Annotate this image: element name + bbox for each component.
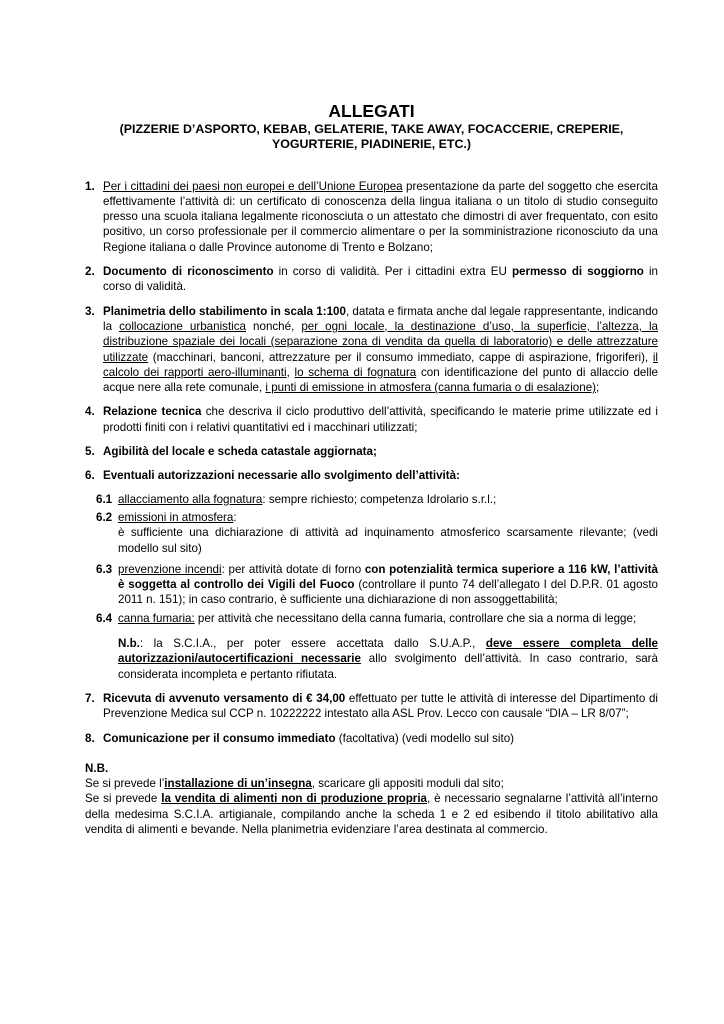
text-segment: ,: [286, 365, 295, 379]
item-text: [103, 731, 658, 746]
list-item-2: [85, 264, 658, 295]
page-subtitle: (PIZZERIE D’ASPORTO, KEBAB, GELATERIE, TAKE AWAY, FOCACCERIE, CREPERIE, YOGURTERIE, PIADINERIE, ETC.): [119, 122, 624, 151]
text-segment: presentazione da parte del soggetto che esercita effettivamente l’attività di: un certificato di conoscenza della lingua italiana o un titolo di studio conseguito presso una scuola italiana legalmente riconosciuta o un attestato che dimostri di aver frequentato, con esito positivo, un corso professionale per il commercio alimentare o per la somministrazione riconosciuto da una Regione italiana o dalle Province autonome di Trento e Bolzano;: [103, 179, 658, 254]
text-segment: i punti di emissione in atmosfera (canna fumaria o di esalazione): [265, 381, 597, 395]
text-segment: Planimetria dello stabilimento in scala 1:100: [103, 304, 346, 318]
item-text: [103, 304, 658, 396]
text-segment: collocazione urbanistica: [119, 319, 246, 333]
text-segment: è sufficiente una dichiarazione di attività ad inquinamento atmosferico scarsamente rilevante; (vedi modello sul sito): [118, 526, 658, 555]
item-number: 8.: [85, 731, 95, 745]
text-segment: Comunicazione per il consumo immediato: [103, 731, 336, 745]
text-segment: deve essere completa delle autorizzazioni/autocertificazioni necessarie: [118, 637, 658, 666]
list-subitem-6-2: [96, 510, 658, 556]
numbered-list: [85, 179, 658, 746]
list-item-3: [85, 304, 658, 396]
text-segment: Se si prevede: [85, 792, 162, 806]
item-number: 6.2: [96, 510, 113, 524]
text-segment: , scaricare gli appositi moduli dal sito;: [311, 777, 504, 791]
text-segment: (controllare il punto 74 dell’allegato I del D.P.R. 01 agosto 2011 n. 151); in caso contrario, è sufficiente una dichiarazione di non assoggettabilità;: [118, 578, 658, 607]
list-subitem-6-4: [96, 611, 658, 626]
item-text: [103, 264, 658, 295]
item-number: 6.3: [96, 562, 113, 576]
text-segment: allo svolgimento dell’attività. In caso contrario, sarà considerata incompleta e pertanto rifiutata.: [118, 652, 658, 681]
text-segment: Eventuali autorizzazioni necessarie allo svolgimento dell’attività:: [103, 469, 460, 483]
subitem-text: [118, 611, 658, 626]
item-number: 6.4: [96, 611, 113, 625]
text-segment: Documento di riconoscimento: [103, 265, 274, 279]
item-number: 6.: [85, 469, 95, 483]
text-segment: (facoltativa) (vedi modello sul sito): [335, 731, 515, 745]
text-segment: Se si prevede l’: [85, 777, 165, 791]
item-number: 7.: [85, 691, 95, 705]
text-segment: , è necessario segnalarne l’attività all’interno della medesima S.C.I.A. artigianale, compilando anche la scheda 1 e 2 ed esibendo il titolo abilitativo alla vendita di alimenti e bevande. Nella planimetria evidenziare l’area destinata al commercio.: [85, 792, 658, 836]
list-item-6: [85, 468, 658, 682]
item-number: 3.: [85, 304, 95, 318]
text-segment: installazione di un’insegna: [164, 777, 312, 791]
text-segment: in corso di validità.: [103, 265, 659, 294]
text-segment: il calcolo dei rapporti aero-illuminanti: [103, 350, 658, 379]
text-segment: con identificazione del punto di allaccio delle acque nere alla rete comunale,: [103, 365, 658, 395]
list-subitem-6-1: [96, 492, 658, 507]
text-segment: (macchinari, banconi, attrezzature per il consumo immediato, cappe di aspirazione, frigoriferi),: [148, 350, 653, 364]
text-segment: Relazione tecnica: [103, 405, 202, 419]
subitem-text: [118, 562, 658, 608]
list-subitem-6-3: [96, 562, 658, 608]
subitem-text: [118, 492, 658, 507]
item-number: 2.: [85, 265, 95, 279]
text-segment: : sempre richiesto; competenza Idrolario s.r.l.;: [262, 492, 497, 506]
text-segment: Ricevuta di avvenuto versamento di € 34,00: [103, 691, 346, 705]
sub-list: [96, 492, 658, 626]
text-segment: prevenzione incendi: [118, 562, 222, 576]
list-item-8: [85, 731, 658, 746]
text-segment: effettuato per tutte le attività di interesse del Dipartimento di Prevenzione Medica sul CCP n. 10222222 intestato alla ASL Prov. Lecco con causale “DIA – LR 8/07”;: [103, 691, 658, 721]
item-number: 5.: [85, 445, 95, 459]
text-segment: N.B.: [85, 761, 109, 775]
page-title: ALLEGATI: [328, 101, 415, 121]
text-segment: : la S.C.I.A., per poter essere accettata dallo S.U.A.P.,: [139, 637, 486, 651]
text-segment: Per i cittadini dei paesi non europei e dell’Unione Europea: [103, 179, 403, 193]
item-text: [103, 691, 658, 722]
text-segment: ;: [596, 381, 600, 395]
text-segment: emissioni in atmosfera: [118, 510, 234, 524]
item-number: 6.1: [96, 492, 113, 506]
subitem-text: [118, 510, 658, 556]
text-segment: nonché,: [246, 319, 302, 333]
footer-notes: [85, 761, 658, 837]
item-text: [103, 444, 658, 459]
item-text: [103, 468, 658, 483]
list-item-4: [85, 404, 658, 435]
item-text: [103, 404, 658, 435]
text-segment: allacciamento alla fognatura: [118, 492, 263, 506]
item-number: 1.: [85, 179, 95, 193]
text-segment: canna fumaria:: [118, 611, 195, 625]
footer-paragraph-3: [85, 791, 658, 837]
nota-bene-inline: [118, 636, 658, 682]
text-segment: lo schema di fognatura: [294, 365, 417, 379]
text-segment: in corso di validità. Per i cittadini extra EU: [273, 265, 512, 279]
text-segment: per ogni locale, la destinazione d’uso, la superficie, l’altezza, la distribuzione spaziale dei locali (separazione zona di vendita da quella di laboratorio) e delle attrezzature utilizzate: [103, 319, 659, 364]
text-segment: che descriva il ciclo produttivo dell’attività, specificando le materie prime utilizzate ed i prodotti finiti con i relativi quantitativi ed i macchinari utilizzati;: [103, 405, 658, 434]
item-number: 4.: [85, 405, 95, 419]
text-segment: permesso di soggiorno: [511, 265, 644, 279]
text-segment: Agibilità del locale e scheda catastale aggiornata;: [103, 445, 377, 459]
text-segment: per attività che necessitano della canna fumaria, controllare che sia a norma di legge;: [194, 611, 637, 625]
text-segment: : per attività dotate di forno: [221, 562, 365, 576]
text-segment: , datata e firmata anche dal legale rappresentante, indicando la: [103, 304, 658, 333]
list-item-5: [85, 444, 658, 459]
text-segment: con potenzialità termica superiore a 116 kW, l’attività è soggetta al controllo dei Vigili del Fuoco: [118, 562, 658, 592]
text-segment: N.b.: [118, 637, 140, 651]
text-segment: la vendita di alimenti non di produzione propria: [161, 792, 427, 806]
list-item-7: [85, 691, 658, 722]
item-text: [103, 179, 658, 255]
footer-paragraph-2: [85, 776, 658, 791]
text-segment: :: [233, 510, 237, 524]
footer-paragraph-1: [85, 761, 658, 776]
list-item-1: [85, 179, 658, 255]
